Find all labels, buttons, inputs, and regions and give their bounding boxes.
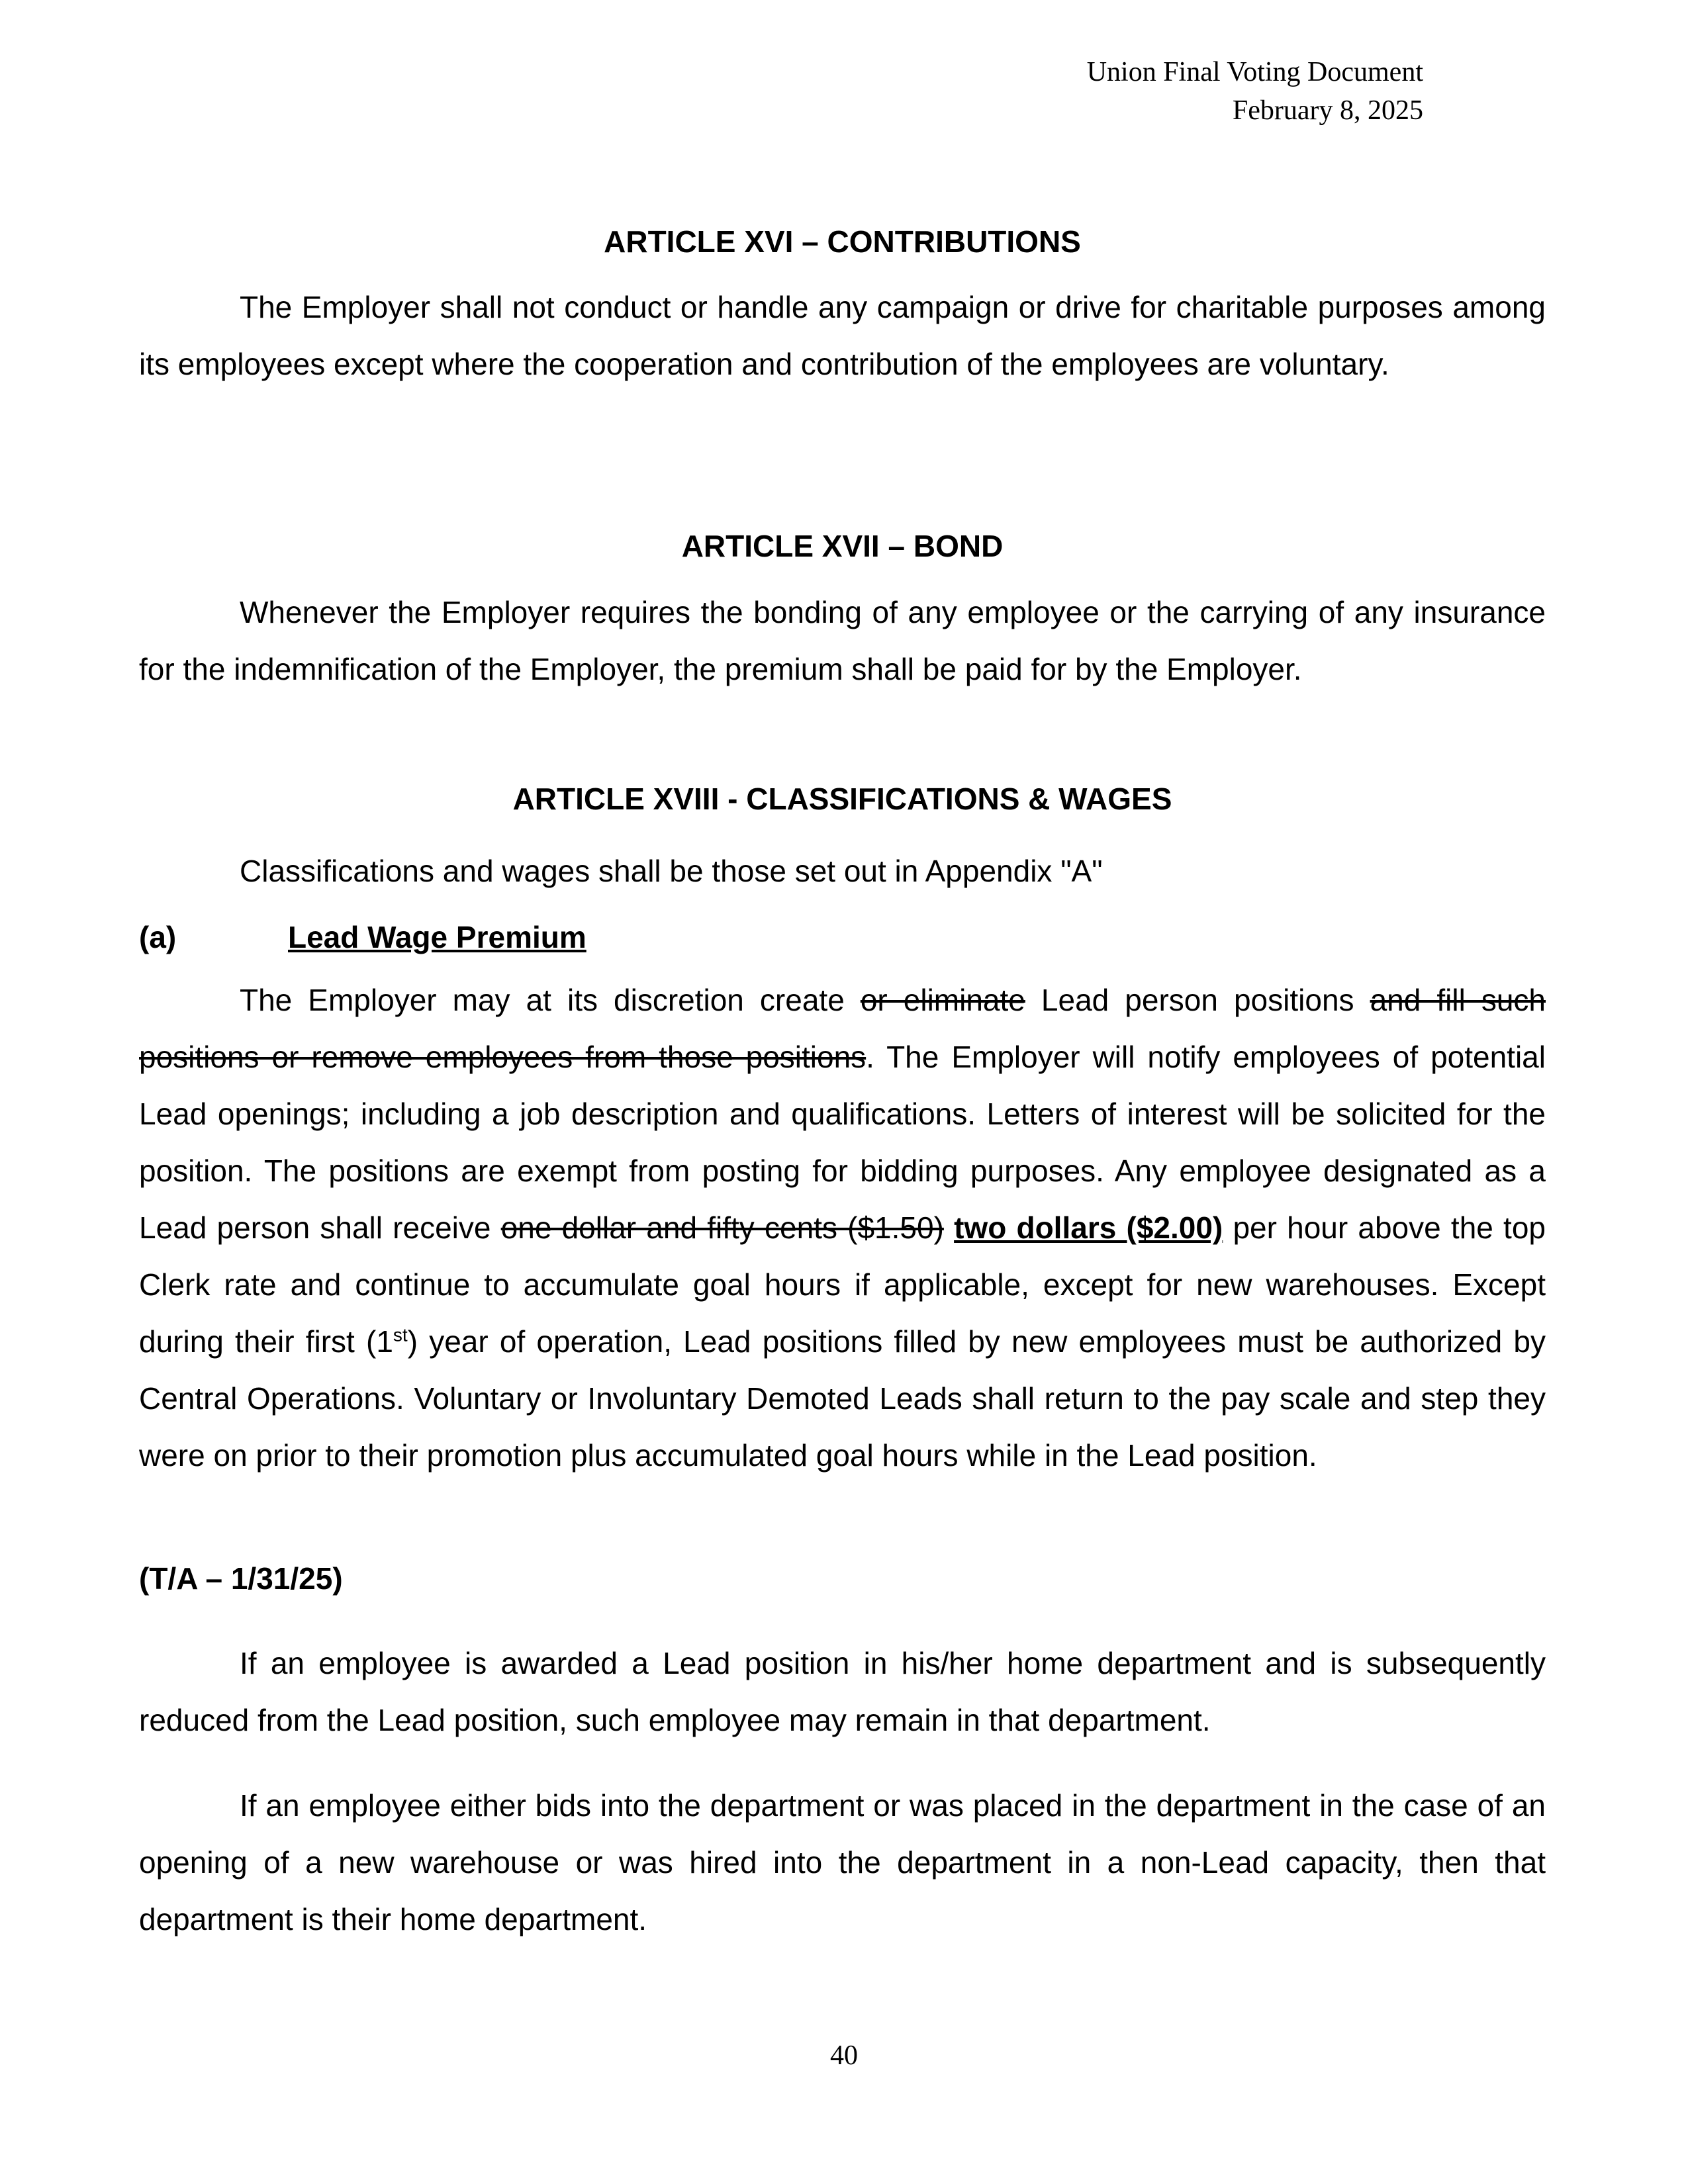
article-17-heading: ARTICLE XVII – BOND <box>681 529 1004 563</box>
article-17-text: Whenever the Employer requires the bonding of any employee or the carrying of any insurance for the indemnification of the Employer, the premium shall be paid for by the Employer. <box>139 595 1546 686</box>
tentative-agreement-note: (T/A – 1/31/25) <box>139 1561 343 1596</box>
ordinal-suffix: st <box>393 1324 408 1345</box>
lead-text-2: Lead person positions <box>1025 983 1370 1017</box>
header-title: Union Final Voting Document <box>1086 57 1423 87</box>
added-text-new-rate: two dollars ($2.00) <box>954 1210 1223 1245</box>
lead-wage-premium-subheading <box>139 917 586 957</box>
deleted-text-fill-positions: and fill such positions or remove employees from those positions <box>139 983 1546 1074</box>
lead-wage-premium-paragraph <box>139 972 1546 1484</box>
deleted-text-old-rate: one dollar and fifty cents ($1.50) <box>500 1210 944 1245</box>
article-16-heading: ARTICLE XVI – CONTRIBUTIONS <box>604 224 1081 259</box>
lead-text-3: . The Employer will notify employees of potential Lead openings; including a job description and qualifications. Letters of interest will be solicited for the position. The positions are exempt from posting for bidding purposes. Any employee designated as a Lead person shall receive <box>139 1040 1546 1245</box>
article-16-text: The Employer shall not conduct or handle any campaign or drive for charitable purposes among its employees except where the cooperation and contribution of the employees are voluntary. <box>139 290 1546 381</box>
home-department-paragraph-2: If an employee either bids into the department or was placed in the department in the case of an opening of a new warehouse or was hired into the department in a non-Lead capacity, then that department is their home department. <box>139 1788 1546 1936</box>
lead-text-5: ) year of operation, Lead positions filled by new employees must be authorized by Central Operations. Voluntary or Involuntary Demoted Leads shall return to the pay scale and step they were on prior to their promotion plus accumulated goal hours while in the Lead position. <box>139 1324 1546 1473</box>
lead-text-1: The Employer may at its discretion create <box>240 983 861 1017</box>
article-18-intro: Classifications and wages shall be those set out in Appendix "A" <box>240 854 1103 888</box>
home-department-paragraph-1: If an employee is awarded a Lead position in his/her home department and is subsequently reduced from the Lead position, such employee may remain in that department. <box>139 1646 1546 1737</box>
lead-text-4: per hour above the top Clerk rate and continue to accumulate goal hours if applicable, except for new warehouses. Except during their first (1 <box>139 1210 1546 1359</box>
article-18-heading: ARTICLE XVIII - CLASSIFICATIONS & WAGES <box>512 782 1172 816</box>
page-number: 40 <box>830 2040 858 2071</box>
subsection-title: Lead Wage Premium <box>288 920 586 954</box>
subsection-letter: (a) <box>139 920 177 954</box>
header-date: February 8, 2025 <box>1232 95 1423 126</box>
deleted-text-or-eliminate: or eliminate <box>860 983 1025 1017</box>
document-header <box>827 53 1423 130</box>
